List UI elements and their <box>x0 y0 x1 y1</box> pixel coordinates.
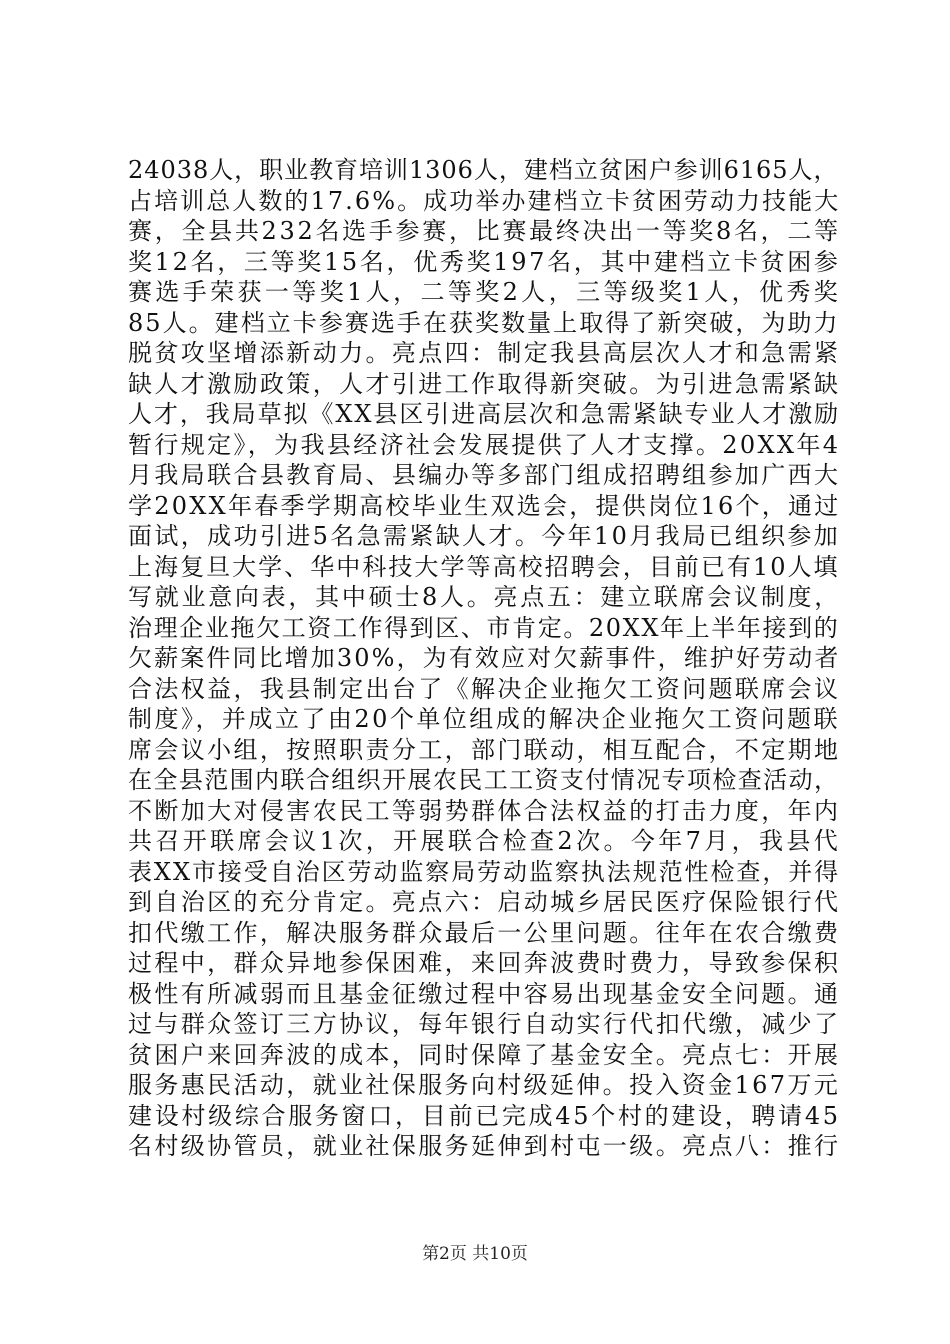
text-line: 制度》，并成立了由20个单位组成的解决企业拖欠工资问题联 <box>128 705 841 733</box>
text-line: 表XX市接受自治区劳动监察局劳动监察执法规范性检查，并得 <box>128 857 841 886</box>
text-line: 学20XX年春季学期高校毕业生双选会，提供岗位16个，通过 <box>128 491 841 520</box>
text-line: 暂行规定》，为我县经济社会发展提供了人才支撑。20XX年4 <box>128 430 841 459</box>
text-line: 赛选手荣获一等奖1人，二等奖2人，三等级奖1人，优秀奖 <box>128 278 842 306</box>
text-line: 建设村级综合服务窗口，目前已完成45个村的建设，聘请45 <box>128 1101 841 1130</box>
text-line: 人才，我局草拟《XX县区引进高层次和急需紧缺专业人才激励 <box>128 400 841 428</box>
text-line: 不断加大对侵害农民工等弱势群体合法权益的打击力度，年内 <box>128 796 841 825</box>
text-line: 过与群众签订三方协议，每年银行自动实行代扣代缴，减少了 <box>128 1010 841 1038</box>
text-line: 月我局联合县教育局、县编办等多部门组成招聘组参加广西大 <box>128 461 841 489</box>
text-line: 24038人，职业教育培训1306人，建档立贫困户参训6165人， <box>128 156 839 184</box>
text-line: 服务惠民活动，就业社保服务向村级延伸。投入资金167万元 <box>128 1071 841 1099</box>
page-footer <box>0 1243 950 1265</box>
page-number-label: 第2页 共10页 <box>422 1244 528 1264</box>
text-line: 写就业意向表，其中硕士8人。亮点五：建立联席会议制度， <box>128 583 841 611</box>
text-line: 扣代缴工作，解决服务群众最后一公里问题。往年在农合缴费 <box>128 918 841 947</box>
text-line: 赛，全县共232名选手参赛，比赛最终决出一等奖8名，二等 <box>128 217 841 245</box>
text-line: 面试，成功引进5名急需紧缺人才。今年10月我局已组织参加 <box>128 522 841 550</box>
text-line: 欠薪案件同比增加30%，为有效应对欠薪事件，维护好劳动者 <box>128 644 841 672</box>
text-line: 治理企业拖欠工资工作得到区、市肯定。20XX年上半年接到的 <box>128 613 840 642</box>
text-line: 脱贫攻坚增添新动力。亮点四：制定我县高层次人才和急需紧 <box>128 339 841 367</box>
text-line: 缺人才激励政策，人才引进工作取得新突破。为引进急需紧缺 <box>128 369 841 398</box>
body-paragraph <box>128 155 842 1162</box>
text-line: 贫困户来回奔波的成本，同时保障了基金安全。亮点七：开展 <box>128 1040 841 1069</box>
text-line: 共召开联席会议1次，开展联合检查2次。今年7月，我县代 <box>128 827 842 855</box>
text-line: 占培训总人数的17.6%。成功举办建档立卡贫困劳动力技能大 <box>128 186 841 215</box>
text-line: 合法权益，我县制定出台了《解决企业拖欠工资问题联席会议 <box>128 674 841 703</box>
text-line: 过程中，群众异地参保困难，来回奔波费时费力，导致参保积 <box>128 949 841 977</box>
text-line: 在全县范围内联合组织开展农民工工资支付情况专项检查活动， <box>128 766 840 794</box>
text-line: 奖12名，三等奖15名，优秀奖197名，其中建档立卡贫困参 <box>128 247 841 276</box>
text-line: 85人。建档立卡参赛选手在获奖数量上取得了新突破，为助力 <box>128 308 840 337</box>
text-line: 名村级协管员，就业社保服务延伸到村屯一级。亮点八：推行 <box>128 1132 841 1160</box>
text-line: 到自治区的充分肯定。亮点六：启动城乡居民医疗保险银行代 <box>128 888 841 916</box>
text-line: 极性有所减弱而且基金征缴过程中容易出现基金安全问题。通 <box>128 979 841 1008</box>
text-line: 上海复旦大学、华中科技大学等高校招聘会，目前已有10人填 <box>128 552 840 581</box>
text-line: 席会议小组，按照职责分工，部门联动，相互配合，不定期地 <box>128 735 841 764</box>
